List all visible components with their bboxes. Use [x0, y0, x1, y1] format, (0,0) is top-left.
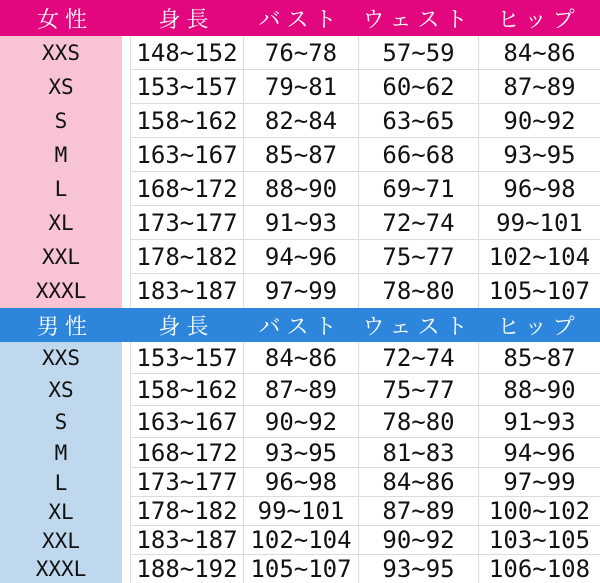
bust-cell: 91~93: [243, 206, 358, 240]
height-cell: 178~182: [130, 497, 243, 526]
hip-cell: 102~104: [478, 240, 600, 274]
waist-cell: 84~86: [358, 468, 478, 497]
table-row: [0, 406, 600, 438]
bust-cell: 76~78: [243, 36, 358, 70]
table-row: [0, 342, 600, 374]
waist-cell: 72~74: [358, 206, 478, 240]
bust-cell: 94~96: [243, 240, 358, 274]
col-header-height: 身長: [158, 314, 215, 340]
hip-cell: 91~93: [478, 406, 600, 438]
size-label: XXL: [0, 240, 130, 274]
bust-cell: 105~107: [243, 555, 358, 583]
bust-cell: 96~98: [243, 468, 358, 497]
hip-cell: 99~101: [478, 206, 600, 240]
bust-cell: 85~87: [243, 138, 358, 172]
col-header-bust: バスト: [258, 314, 343, 340]
table-row: [0, 70, 600, 104]
bust-cell: 99~101: [243, 497, 358, 526]
waist-cell: 75~77: [358, 374, 478, 406]
bust-cell: 93~95: [243, 438, 358, 468]
waist-cell: 60~62: [358, 70, 478, 104]
hip-cell: 97~99: [478, 468, 600, 497]
table-row: [0, 468, 600, 497]
bust-cell: 102~104: [243, 526, 358, 555]
table-row: [0, 104, 600, 138]
size-label: XXL: [0, 526, 130, 555]
height-cell: 163~167: [130, 138, 243, 172]
height-cell: 153~157: [130, 70, 243, 104]
waist-cell: 66~68: [358, 138, 478, 172]
col-header-hip: ヒップ: [497, 314, 581, 340]
height-cell: 153~157: [130, 342, 243, 374]
hip-cell: 96~98: [478, 172, 600, 206]
bust-cell: 87~89: [243, 374, 358, 406]
size-label: S: [0, 104, 130, 138]
male-header-row: [0, 308, 600, 342]
hip-cell: 100~102: [478, 497, 600, 526]
bust-cell: 90~92: [243, 406, 358, 438]
waist-cell: 57~59: [358, 36, 478, 70]
height-cell: 183~187: [130, 274, 243, 308]
col-header-bust: バスト: [258, 7, 343, 33]
table-row: [0, 36, 600, 70]
col-header-height: 身長: [158, 7, 215, 33]
table-row: [0, 555, 600, 583]
height-cell: 178~182: [130, 240, 243, 274]
height-cell: 158~162: [130, 374, 243, 406]
size-label: XXXL: [0, 555, 130, 583]
size-label: S: [0, 406, 130, 438]
height-cell: 148~152: [130, 36, 243, 70]
col-header-waist: ウェスト: [362, 7, 474, 33]
hip-cell: 93~95: [478, 138, 600, 172]
size-label: XL: [0, 206, 130, 240]
female-header-row: [0, 0, 600, 36]
height-cell: 183~187: [130, 526, 243, 555]
waist-cell: 78~80: [358, 406, 478, 438]
waist-cell: 81~83: [358, 438, 478, 468]
waist-cell: 72~74: [358, 342, 478, 374]
table-row: [0, 374, 600, 406]
waist-cell: 90~92: [358, 526, 478, 555]
waist-cell: 63~65: [358, 104, 478, 138]
height-cell: 168~172: [130, 438, 243, 468]
waist-cell: 69~71: [358, 172, 478, 206]
hip-cell: 84~86: [478, 36, 600, 70]
size-label: XXXL: [0, 274, 130, 308]
waist-cell: 87~89: [358, 497, 478, 526]
col-header-hip: ヒップ: [497, 7, 581, 33]
height-cell: 158~162: [130, 104, 243, 138]
table-row: [0, 497, 600, 526]
height-cell: 188~192: [130, 555, 243, 583]
waist-cell: 78~80: [358, 274, 478, 308]
size-label: L: [0, 468, 130, 497]
table-row: [0, 138, 600, 172]
bust-cell: 97~99: [243, 274, 358, 308]
table-row: [0, 172, 600, 206]
size-label: L: [0, 172, 130, 206]
bust-cell: 79~81: [243, 70, 358, 104]
size-label: XS: [0, 70, 130, 104]
waist-cell: 75~77: [358, 240, 478, 274]
hip-cell: 88~90: [478, 374, 600, 406]
hip-cell: 106~108: [478, 555, 600, 583]
size-label: XL: [0, 497, 130, 526]
height-cell: 163~167: [130, 406, 243, 438]
table-row: [0, 526, 600, 555]
bust-cell: 84~86: [243, 342, 358, 374]
col-header-waist: ウェスト: [362, 314, 474, 340]
table-row: [0, 206, 600, 240]
size-label: XXS: [0, 36, 130, 70]
size-label: XXS: [0, 342, 130, 374]
hip-cell: 87~89: [478, 70, 600, 104]
hip-cell: 85~87: [478, 342, 600, 374]
hip-cell: 105~107: [478, 274, 600, 308]
male-group-header: 男性: [36, 314, 93, 340]
height-cell: 168~172: [130, 172, 243, 206]
table-row: [0, 438, 600, 468]
hip-cell: 94~96: [478, 438, 600, 468]
height-cell: 173~177: [130, 468, 243, 497]
height-cell: 173~177: [130, 206, 243, 240]
bust-cell: 82~84: [243, 104, 358, 138]
female-group-header: 女性: [36, 7, 93, 33]
waist-cell: 93~95: [358, 555, 478, 583]
size-label: XS: [0, 374, 130, 406]
size-label: M: [0, 438, 130, 468]
hip-cell: 90~92: [478, 104, 600, 138]
bust-cell: 88~90: [243, 172, 358, 206]
hip-cell: 103~105: [478, 526, 600, 555]
table-row: [0, 274, 600, 308]
size-label: M: [0, 138, 130, 172]
table-row: [0, 240, 600, 274]
